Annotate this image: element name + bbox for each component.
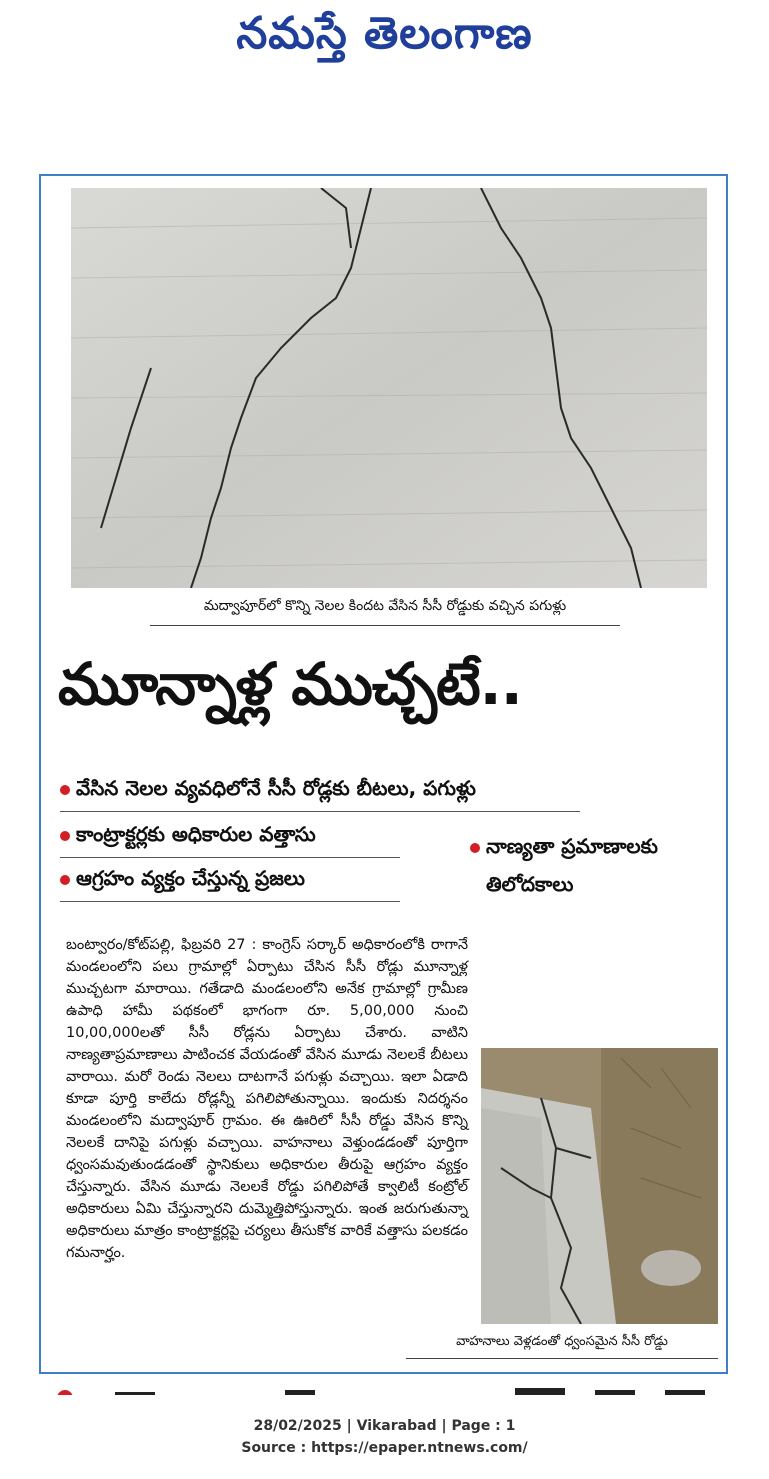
article-body-text: బంట్వారం/కోట్‌పల్లి, ఫిబ్రవరి 27 : కాంగ్రెస్‌ సర్కార్‌ అధికారంలోకి రాగానే మండలంలోని పలు గ్రామాల్లో ఏర్పాటు చేసిన సీసీ రోడ్లు మూన్నాళ్ల ముచ్చటగా మారాయి. గతేడాది మండలంలోని అనేక గ్రామాల్లో గ్రామీణ ఉపాధి హామీ పథకంలో భాగంగా రూ. 5,00,000 నుంచి 10,00,000లతో సీసీ రోడ్లను ఏర్పాటు చేశారు. వాటిని నాణ్యతాప్రమాణాలు పాటించక వేయడంతో వేసిన మూడు నెలలకే బీటలు వారాయి. మరో రెండు నెలలు దాటగానే పగుళ్లు వచ్చాయి. ఇలా ఏడాది కూడా పూర్తి కాలేదు రోడ్లన్నీ పగిలిపోతున్నాయి. ఇందుకు నిదర్శనం మండలంలోని మద్వాపూర్‌ గ్రామం. ఈ ఊరిలో సీసీ రోడ్డు వేసిన కొన్ని నెలలకే దానిపై పగుళ్లు వచ్చాయి. వాహనాలు వెళ్తుండడంతో పూర్తిగా ధ్వంసమవుతుండడంతో స్థానికులు అధికారుల తీరుపై ఆగ్రహం వ్యక్తం చేస్తున్నారు. వేసిన మూడు నెలలకే రోడ్డు పగిలిపోతే క్వాలిటీ కంట్రోల్‌ అధికారులు ఏమి చేస్తున్నారని దుమ్మెత్తిపోస్తున్నారు. ఇంత జరుగుతున్నా అధికారులు మాత్రం కాంట్రాక్టర్లపై చర్యలు తీసుకోక వారికే వత్తాసు పలకడం గమనార్హం.	[66, 937, 468, 1261]
footer-date-edition: 28/02/2025 | Vikarabad | Page : 1	[253, 1418, 516, 1434]
headline: మూన్నాళ్ల ముచ్చటే..	[58, 650, 522, 718]
bullet-item: ఆగ్రహం వ్యక్తం చేస్తున్న ప్రజలు	[60, 866, 400, 902]
next-article-cutoff	[55, 1383, 725, 1395]
photo-side-caption: వాహనాలు వెళ్లడంతో ధ్వంసమైన సీసీ రోడ్డు	[406, 1330, 718, 1359]
bullet-dot-icon	[60, 831, 70, 841]
photo-damaged-road	[481, 1048, 718, 1324]
photo-top-caption: మద్వాపూర్‌లో కొన్ని నెలల కిందట వేసిన సీసీ రోడ్డుకు వచ్చిన పగుళ్లు	[150, 598, 620, 626]
bullet-item: వేసిన నెలల వ్యవధిలోనే సీసీ రోడ్లకు బీటలు, పగుళ్లు	[60, 776, 580, 812]
masthead-logo: నమస్తే తెలంగాణ	[236, 8, 533, 59]
bullet-item: నాణ్యతా ప్రమాణాలకు తిలోదకాలు	[470, 827, 730, 909]
footer-source-link[interactable]: Source : https://epaper.ntnews.com/	[241, 1440, 528, 1456]
bullet-dot-icon	[60, 875, 70, 885]
bullet-dot-icon	[60, 785, 70, 795]
photo-cracked-road	[71, 188, 707, 588]
bullet-dot-icon	[470, 843, 480, 853]
bullet-item: కాంట్రాక్టర్లకు అధికారుల వత్తాసు	[60, 822, 400, 858]
